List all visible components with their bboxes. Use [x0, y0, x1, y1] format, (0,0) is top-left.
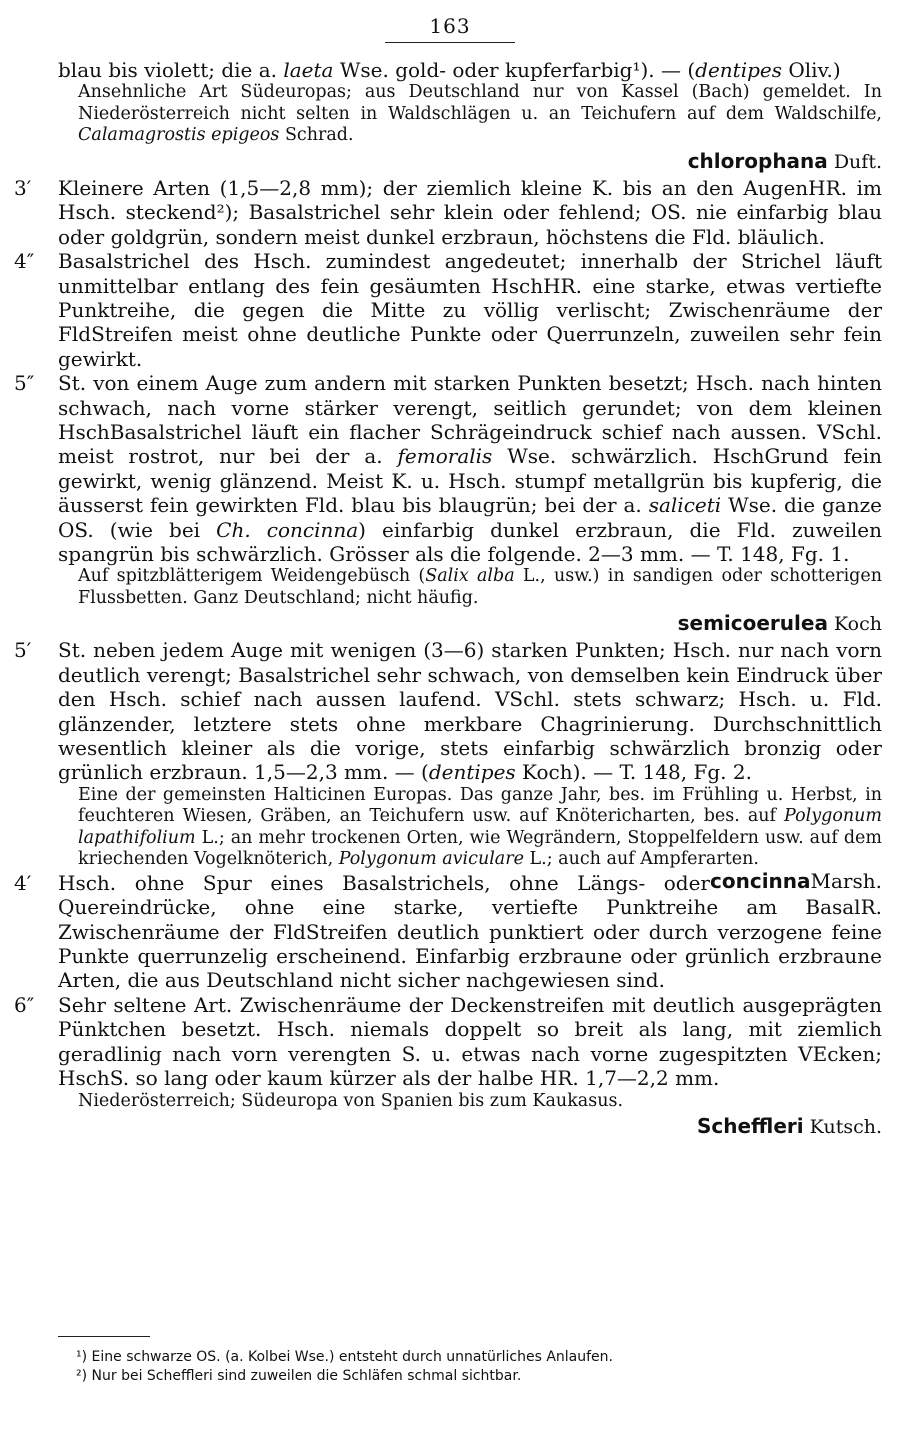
couplet-text: St. von einem Auge zum andern mit starken Punkten besetzt; Hsch. nach hinten schwach, nach vorne stärker verengt, seitlich gerundet; von dem kleinen HschBasalstrichel läuft ein flacher Schrägeindruck schief nach aussen. VSchl. meist rostrot, nur bei der a. femoralis Wse. schwärzlich. HschGrund fein gewirkt, wenig glänzend. Meist K. u. Hsch. stumpf metallgrün bis kupferig, die äusserst fein gewirkten Fld. blau bis blaugrün; bei der a. saliceti Wse. die ganze OS. (wie bei Ch. concinna) einfarbig dunkel erzbraun, die Fld. zuweilen spangrün bis schwärzlich. Grösser als die folgende. 2—3 mm. — T. 148, Fg. 1.	[58, 371, 882, 566]
note-text: Auf spitzblätterigem Weidengebüsch (Salix alba L., usw.) in sandigen oder schotterigen Flussbetten. Ganz Deutschland; nicht häufig.	[78, 566, 882, 608]
couplet-number: 3′	[14, 175, 32, 200]
footnote-rule	[58, 1336, 150, 1337]
key-couplet	[14, 175, 882, 249]
species-name: semicoerulea	[677, 611, 828, 636]
header-rule	[385, 42, 515, 43]
couplet-text: Basalstrichel des Hsch. zumindest angedeutet; innerhalb der Strichel läuft unmittelbar entlang des fein gesäumten HschHR. eine starke, etwas vertiefte Punktreihe, die gegen die Mitte zu völlig verlischt; Zwischenräume der FldStreifen meist ohne deutliche Punkte oder Querrunzeln, zuweilen sehr fein gewirkt.	[58, 249, 882, 371]
species-name: concinna	[710, 868, 811, 893]
key-couplet	[14, 249, 882, 371]
species-name: Scheffleri	[696, 1114, 804, 1138]
couplet-number: 4″	[14, 249, 35, 274]
couplet-text: Sehr seltene Art. Zwischenräume der Deckenstreifen mit deutlich ausgeprägten Pünktchen besetzt. Hsch. niemals doppelt so breit als lang, mit ziemlich geradlinig nach vorn verengten S. u. etwas nach vorne zugespitzten VEcken; HschS. so lang oder kaum kürzer als der halbe HR. 1,7—2,2 mm.	[58, 992, 882, 1091]
footnote: ²) Nur bei Scheffleri sind zuweilen die Schläfen schmal sichtbar.	[76, 1368, 522, 1384]
page-number: 163	[429, 14, 471, 38]
habitat-note	[58, 566, 882, 609]
key-couplet	[14, 992, 882, 1091]
species-author: Marsh.	[810, 868, 882, 893]
footnote: ¹) Eine schwarze OS. (a. Kolbei Wse.) entsteht durch unnatürliches Anlaufen.	[76, 1349, 613, 1365]
species-name: chlorophana	[687, 148, 828, 173]
species-heading	[58, 149, 882, 174]
species-heading	[58, 611, 882, 636]
habitat-note	[58, 82, 882, 147]
key-couplet	[14, 638, 882, 785]
note-text: Ansehnliche Art Südeuropas; aus Deutschland nur von Kassel (Bach) gemeldet. In Niederösterreich nicht selten in Waldschlägen u. an Teichufern auf dem Waldschilfe, Calamagrostis epigeos Schrad.	[78, 82, 882, 146]
species-author: Kutsch.	[803, 1116, 882, 1138]
couplet-number: 4′	[14, 870, 32, 895]
couplet-text: Kleinere Arten (1,5—2,8 mm); der ziemlich kleine K. bis an den AugenHR. im Hsch. steckend²); Basalstrichel sehr klein oder fehlend; OS. nie einfarbig blau oder goldgrün, sondern meist dunkel erzbraun, höchstens die Fld. bläulich.	[58, 175, 882, 249]
couplet-number: 5′	[14, 638, 32, 663]
species-heading	[58, 1114, 882, 1139]
key-couplet	[14, 371, 882, 566]
habitat-note	[58, 1091, 882, 1113]
note-text: Niederösterreich; Südeuropa von Spanien bis zum Kaukasus.	[78, 1090, 624, 1111]
habitat-note	[58, 784, 882, 893]
page-body	[14, 58, 882, 1141]
species-author: Koch	[827, 613, 882, 636]
key-couplet	[14, 868, 882, 993]
couplet-text: Hsch. ohne Spur eines Basalstrichels, ohne Längs- oder Quereindrücke, ohne eine starke, vertiefte Punktreihe am BasalR. Zwischenräume der FldStreifen deutlich punktiert oder durch verzogene feine Punkte querrunzelig erscheinend. Einfarbig erzbraune oder grünlich erzbraune Arten, die aus Deutschland nicht sicher nachgewiesen sind.	[58, 870, 882, 993]
note-text: Eine der gemeinsten Halticinen Europas. Das ganze Jahr, bes. im Frühling u. Herbst, in feuchteren Wiesen, Gräben, an Teichufern usw. auf Knötericharten, bes. auf Polygonum lapathifolium L.; an mehr trockenen Orten, wie Wegrändern, Stoppelfeldern usw. auf dem kriechenden Vogelknöterich, Polygonum aviculare L.; auch auf Ampferarten. concinnaMarsh.	[78, 784, 882, 893]
couplet-number: 5″	[14, 371, 35, 396]
couplet-text: St. neben jedem Auge mit wenigen (3—6) starken Punkten; Hsch. nur nach vorn deutlich verengt; Basalstrichel sehr schwach, von demselben kein Eindruck über den Hsch. schief nach aussen laufend. VSchl. stets schwarz; Hsch. u. Fld. glänzender, letztere stets ohne merkbare Chagrinierung. Durchschnittlich wesentlich kleiner als die vorige, stets einfarbig schwärzlich bronzig oder grünlich erzbraun. 1,5—2,3 mm. — (dentipes Koch). — T. 148, Fg. 2.	[58, 638, 882, 785]
key-couplet	[58, 58, 882, 82]
species-author: Duft.	[827, 150, 882, 173]
couplet-number: 6″	[14, 992, 35, 1017]
footnotes	[76, 1348, 876, 1386]
couplet-text: blau bis violett; die a. laeta Wse. gold- oder kupferfarbig¹). — (dentipes Oliv.)	[58, 58, 841, 82]
